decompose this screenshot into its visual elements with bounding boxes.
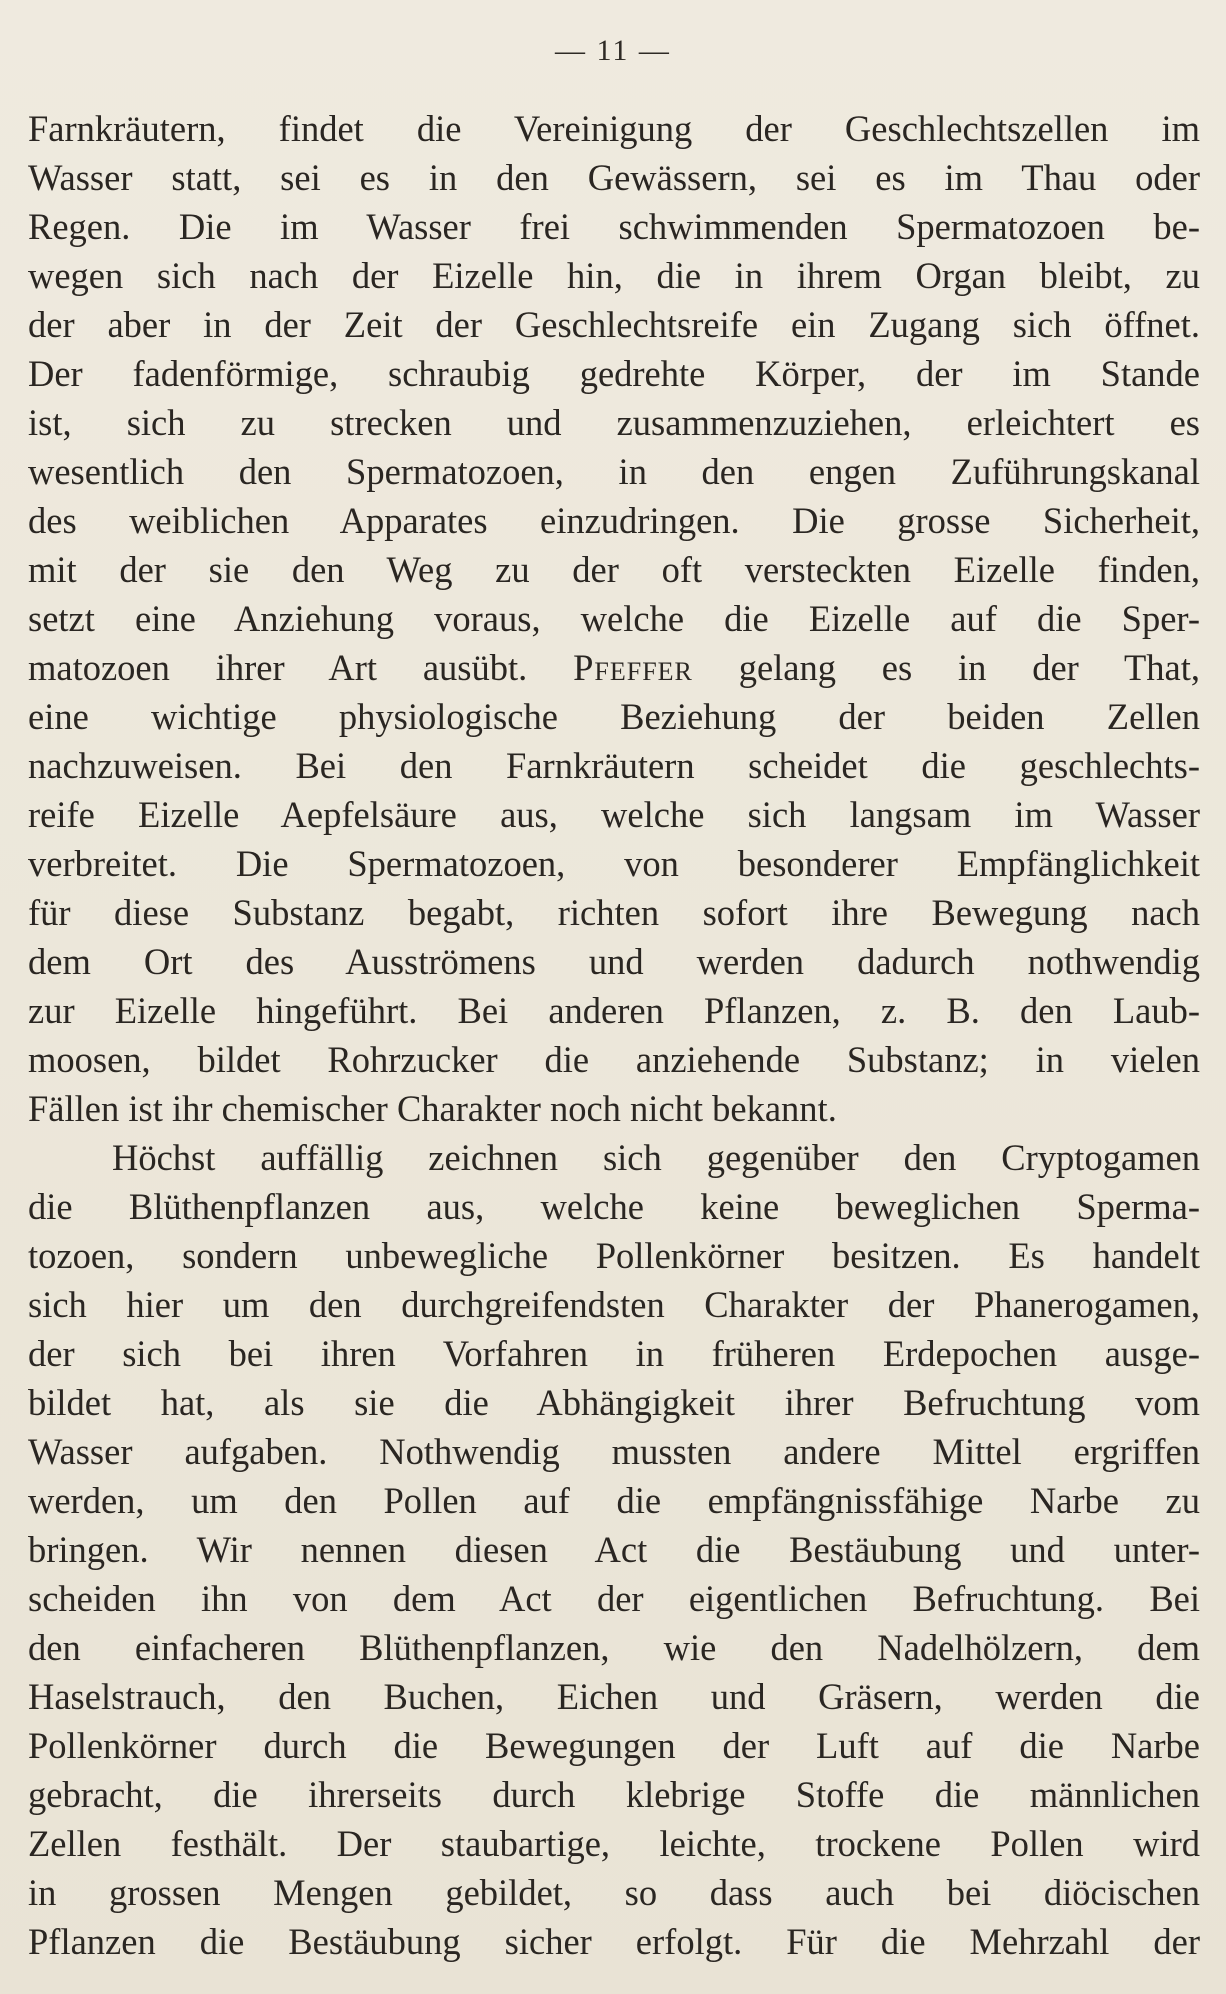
paragraph-start-line: Höchst auffällig zeichnen sich gegenüber den Cryptogamen	[112, 1137, 1200, 1178]
text-line: mit der sie den Weg zu der oft versteckten Eizelle finden,	[28, 549, 1200, 590]
text-line: wegen sich nach der Eizelle hin, die in ihrem Organ bleibt, zu	[28, 255, 1200, 296]
text-line: für diese Substanz begabt, richten sofort ihre Bewegung nach	[28, 892, 1200, 933]
text-line: bildet hat, als sie die Abhängigkeit ihrer Befruchtung vom	[28, 1382, 1200, 1423]
text-line: moosen, bildet Rohrzucker die anziehende Substanz; in vielen	[28, 1039, 1200, 1080]
text-line: setzt eine Anziehung voraus, welche die Eizelle auf die Sper-	[28, 598, 1200, 639]
text-line-pfeffer	[28, 643, 1200, 692]
text-line: reife Eizelle Aepfelsäure aus, welche sich langsam im Wasser	[28, 794, 1200, 835]
text-line: ist, sich zu strecken und zusammenzuziehen, erleichtert es	[28, 402, 1200, 443]
text-line: werden, um den Pollen auf die empfängnissfähige Narbe zu	[28, 1480, 1200, 1521]
body-text	[28, 104, 1200, 1966]
text-line: die Blüthenpflanzen aus, welche keine beweglichen Sperma-	[28, 1186, 1200, 1227]
text-line: sich hier um den durchgreifendsten Charakter der Phanerogamen,	[28, 1284, 1200, 1325]
text-line: gebracht, die ihrerseits durch klebrige Stoffe die männlichen	[28, 1774, 1200, 1815]
text-line: des weiblichen Apparates einzudringen. Die grosse Sicherheit,	[28, 500, 1200, 541]
text-line: Regen. Die im Wasser frei schwimmenden Spermatozoen be-	[28, 206, 1200, 247]
text-line: Pollenkörner durch die Bewegungen der Luft auf die Narbe	[28, 1725, 1200, 1766]
text-line: Pflanzen die Bestäubung sicher erfolgt. Für die Mehrzahl der	[28, 1921, 1200, 1962]
text-line: Fällen ist ihr chemischer Charakter noch nicht bekannt.	[28, 1088, 837, 1129]
text-segment: gelang es in der That,	[692, 647, 1200, 688]
text-line: scheiden ihn von dem Act der eigentlichen Befruchtung. Bei	[28, 1578, 1200, 1619]
text-line: tozoen, sondern unbewegliche Pollenkörner besitzen. Es handelt	[28, 1235, 1200, 1276]
author-name-pfeffer: Pfeffer	[573, 647, 693, 688]
text-line: Der fadenförmige, schraubig gedrehte Körper, der im Stande	[28, 353, 1200, 394]
text-line: den einfacheren Blüthenpflanzen, wie den Nadelhölzern, dem	[28, 1627, 1200, 1668]
text-line: Haselstrauch, den Buchen, Eichen und Gräsern, werden die	[28, 1676, 1200, 1717]
text-line: Wasser statt, sei es in den Gewässern, sei es im Thau oder	[28, 157, 1200, 198]
text-line: dem Ort des Ausströmens und werden dadurch nothwendig	[28, 941, 1200, 982]
page-number-header: — 11 —	[555, 34, 671, 67]
text-line: nachzuweisen. Bei den Farnkräutern scheidet die geschlechts-	[28, 745, 1200, 786]
text-segment: matozoen ihrer Art ausübt.	[28, 647, 574, 688]
text-line: Farnkräutern, findet die Vereinigung der Geschlechtszellen im	[28, 108, 1200, 149]
text-line: Wasser aufgaben. Nothwendig mussten andere Mittel ergriffen	[28, 1431, 1200, 1472]
text-line: in grossen Mengen gebildet, so dass auch bei diöcischen	[28, 1872, 1200, 1913]
text-line: wesentlich den Spermatozoen, in den engen Zuführungskanal	[28, 451, 1200, 492]
text-line: der aber in der Zeit der Geschlechtsreife ein Zugang sich öffnet.	[28, 304, 1200, 345]
text-line: bringen. Wir nennen diesen Act die Bestäubung und unter-	[28, 1529, 1200, 1570]
text-line: zur Eizelle hingeführt. Bei anderen Pflanzen, z. B. den Laub-	[28, 990, 1200, 1031]
text-line: der sich bei ihren Vorfahren in früheren Erdepochen ausge-	[28, 1333, 1200, 1374]
text-line: verbreitet. Die Spermatozoen, von besonderer Empfänglichkeit	[28, 843, 1200, 884]
text-line: eine wichtige physiologische Beziehung der beiden Zellen	[28, 696, 1200, 737]
text-line: Zellen festhält. Der staubartige, leichte, trockene Pollen wird	[28, 1823, 1200, 1864]
